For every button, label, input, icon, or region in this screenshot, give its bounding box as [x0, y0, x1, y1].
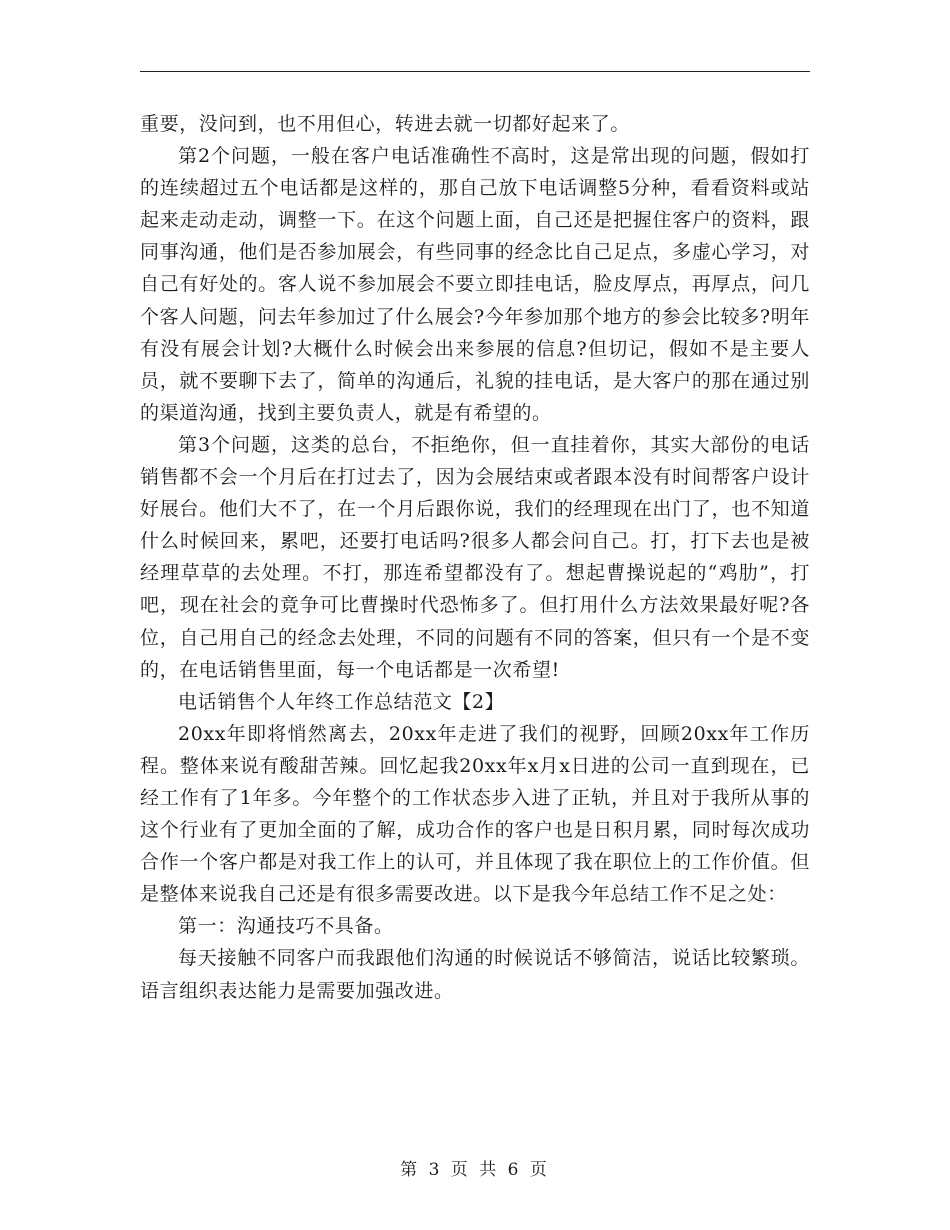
- paragraph-7: 每天接触不同客户而我跟他们沟通的时候说话不够简洁，说话比较繁琐。语言组织表达能力是需要加强改进。: [140, 947, 810, 1002]
- document-body: [140, 108, 810, 1007]
- paragraph-6: 第一：沟通技巧不具备。: [178, 915, 394, 938]
- page-number: 第 3 页 共 6 页: [400, 1160, 550, 1180]
- paragraph-1: 重要，没问到，也不用但心，转进去就一切都好起来了。: [140, 113, 631, 135]
- paragraph-5: 20xx年即将悄然离去，20xx年走进了我们的视野，回顾20xx年工作历程。整体来说有酸甜苦辣。回忆起我20xx年x月x日进的公司一直到现在，已经工作有了1年多。今年整个的工作状态步入进了正轨，并且对于我所从事的这个行业有了更加全面的了解，成功合作的客户也是日积月累，同时每次成功合作一个客户都是对我工作上的认可，并且体现了我在职位上的工作价值。但是整体来说我自己还是有很多需要改进。以下是我今年总结工作不足之处：: [140, 722, 810, 906]
- section-heading: 电话销售个人年终工作总结范文【2】: [178, 690, 505, 713]
- paragraph-2: 第2个问题，一般在客户电话准确性不高时，这是常出现的问题，假如打的连续超过五个电话都是这样的，那自己放下电话调整5分种，看看资料或站起来走动走动，调整一下。在这个问题上面，自己还是把握住客户的资料，跟同事沟通，他们是否参加展会，有些同事的经念比自己足点，多虚心学习，对自己有好处的。客人说不参加展会不要立即挂电话，脸皮厚点，再厚点，问几个客人问题，问去年参加过了什么展会?今年参加那个地方的参会比较多?明年有没有展会计划?大概什么时候会出来参展的信息?但切记，假如不是主要人员，就不要聊下去了，简单的沟通后，礼貌的挂电话，是大客户的那在通过别的渠道沟通，找到主要负责人，就是有希望的。: [140, 145, 810, 424]
- paragraph-3: 第3个问题，这类的总台，不拒绝你，但一直挂着你，其实大部份的电话销售都不会一个月后在打过去了，因为会展结束或者跟本没有时间帮客户设计好展台。他们大不了，在一个月后跟你说，我们的经理现在出门了，也不知道什么时候回来，累吧，还要打电话吗?很多人都会问自己。打，打下去也是被经理草草的去处理。不打，那连希望都没有了。想起曹操说起的“鸡肋”，打吧，现在社会的竟争可比曹操时代恐怖多了。但打用什么方法效果最好呢?各位，自己用自己的经念去处理，不同的问题有不同的答案，但只有一个是不变的，在电话销售里面，每一个电话都是一次希望!: [140, 433, 810, 681]
- header-rule: [140, 71, 810, 72]
